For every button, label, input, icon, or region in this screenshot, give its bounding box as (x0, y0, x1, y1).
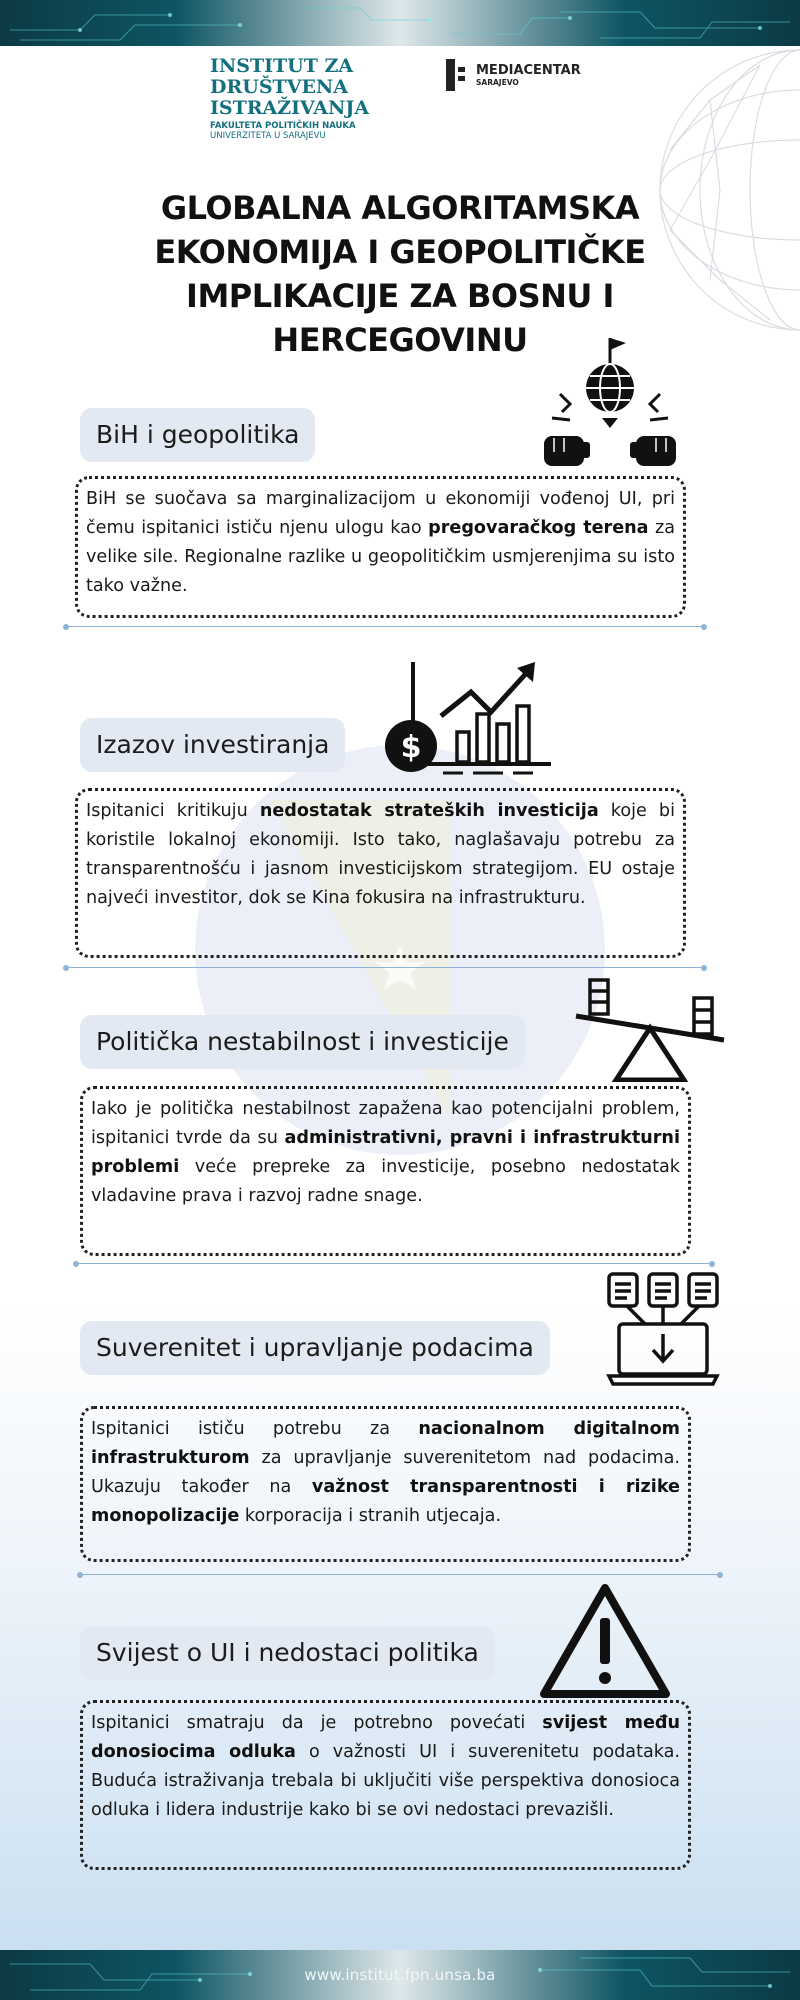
section-divider (76, 1263, 712, 1264)
mediacentar-logo-line2: SARAJEVO (476, 77, 519, 87)
institute-logo-line3: ISTRAŽIVANJA (210, 97, 370, 119)
institute-logo (210, 56, 400, 141)
section-heading-investment: Izazov investiranja (80, 718, 345, 772)
data-laptop-icon (605, 1270, 721, 1388)
section-text-investment (75, 788, 686, 958)
footer-website-link[interactable]: www.institut.fpn.unsa.ba (304, 1966, 496, 1984)
section-divider (66, 967, 704, 968)
section-text-geopolitics (75, 476, 686, 618)
section-divider (66, 626, 704, 627)
investment-chart-icon (383, 654, 555, 780)
seesaw-icon (570, 976, 730, 1082)
body-text: Ispitanici kritikuju (86, 801, 260, 821)
institute-logo-line2: DRUŠTVENA (210, 76, 349, 98)
body-text: o važnosti UI i suverenitetu podataka. Buduća istraživanja trebala bi uključiti više perspektiva donosioca odluka i lidera industrije kako bi se ovi nedostaci prevazišli. (91, 1742, 681, 1820)
globe-fists-icon (540, 334, 680, 470)
emphasis-text: pregovaračkog terena (428, 518, 649, 538)
title-line-3: IMPLIKACIJE ZA BOSNU I (186, 277, 614, 315)
body-text: BiH se suočava sa marginalizacijom u ekonomiji vođenoj UI, pri čemu ispitanici ističu njenu ulogu kao (86, 489, 675, 538)
emphasis-text: nedostatak strateških investicija (259, 801, 599, 821)
emphasis-text: administrativni, pravni i infrastrukturni problemi (91, 1128, 680, 1177)
emphasis-text: svijest među donosiocima odluka (91, 1713, 680, 1762)
institute-logo-line4: FAKULTETA POLITIČKIH NAUKA (210, 121, 356, 131)
warning-icon (538, 1582, 672, 1702)
title-line-4: HERCEGOVINU (272, 321, 528, 359)
body-text: korporacija i stranih utjecaja. (239, 1506, 502, 1526)
section-heading-instability: Politička nestabilnost i investicije (80, 1015, 525, 1069)
body-text: za upravljanje suverenitetom nad podacima. Ukazuju također na (91, 1448, 680, 1497)
section-text-ai-awareness (80, 1700, 691, 1870)
title-line-1: GLOBALNA ALGORITAMSKA (160, 189, 640, 227)
body-text: Ispitanici smatraju da je potrebno povećati (91, 1713, 543, 1733)
section-text-data-sovereignty (80, 1406, 691, 1562)
svg-text:$: $ (400, 730, 422, 765)
mediacentar-logo (446, 58, 581, 92)
emphasis-text: nacionalnom digitalnom infrastrukturom (91, 1419, 681, 1468)
section-heading-ai-awareness: Svijest o UI i nedostaci politika (80, 1626, 495, 1680)
body-text: za velike sile. Regionalne razlike u geopolitičkim usmjerenjima su isto tako važne. (86, 518, 676, 596)
body-text: Ispitanici ističu potrebu za (91, 1419, 419, 1439)
body-text: koje bi koristile lokalnoj ekonomiji. Isto tako, naglašavaju potrebu za transparentnošću i jasnom investicijskom strategijom. EU ostaje najveći investitor, dok se Kina fokusira na infrastrukturu. (86, 801, 675, 908)
institute-logo-line5: UNIVERZITETA U SARAJEVU (210, 131, 326, 141)
body-text: veće prepreke za investicije, posebno nedostatak vladavine prava i razvoj radne snage. (91, 1157, 680, 1206)
section-text-instability (80, 1086, 691, 1256)
institute-logo-line1: INSTITUT ZA (210, 55, 354, 77)
emphasis-text: važnost transparentnosti i rizike monopolizacije (91, 1477, 680, 1526)
body-text: Iako je politička nestabilnost zapažena kao potencijalni problem, ispitanici tvrde da su (91, 1099, 680, 1148)
mediacentar-mark-icon (446, 59, 470, 91)
section-divider (80, 1574, 720, 1575)
section-heading-data-sovereignty: Suverenitet i upravljanje podacima (80, 1321, 550, 1375)
section-heading-geopolitics: BiH i geopolitika (80, 408, 315, 462)
mediacentar-logo-line1: MEDIACENTAR (476, 62, 581, 78)
title-line-2: EKONOMIJA I GEOPOLITIČKE (154, 233, 646, 271)
